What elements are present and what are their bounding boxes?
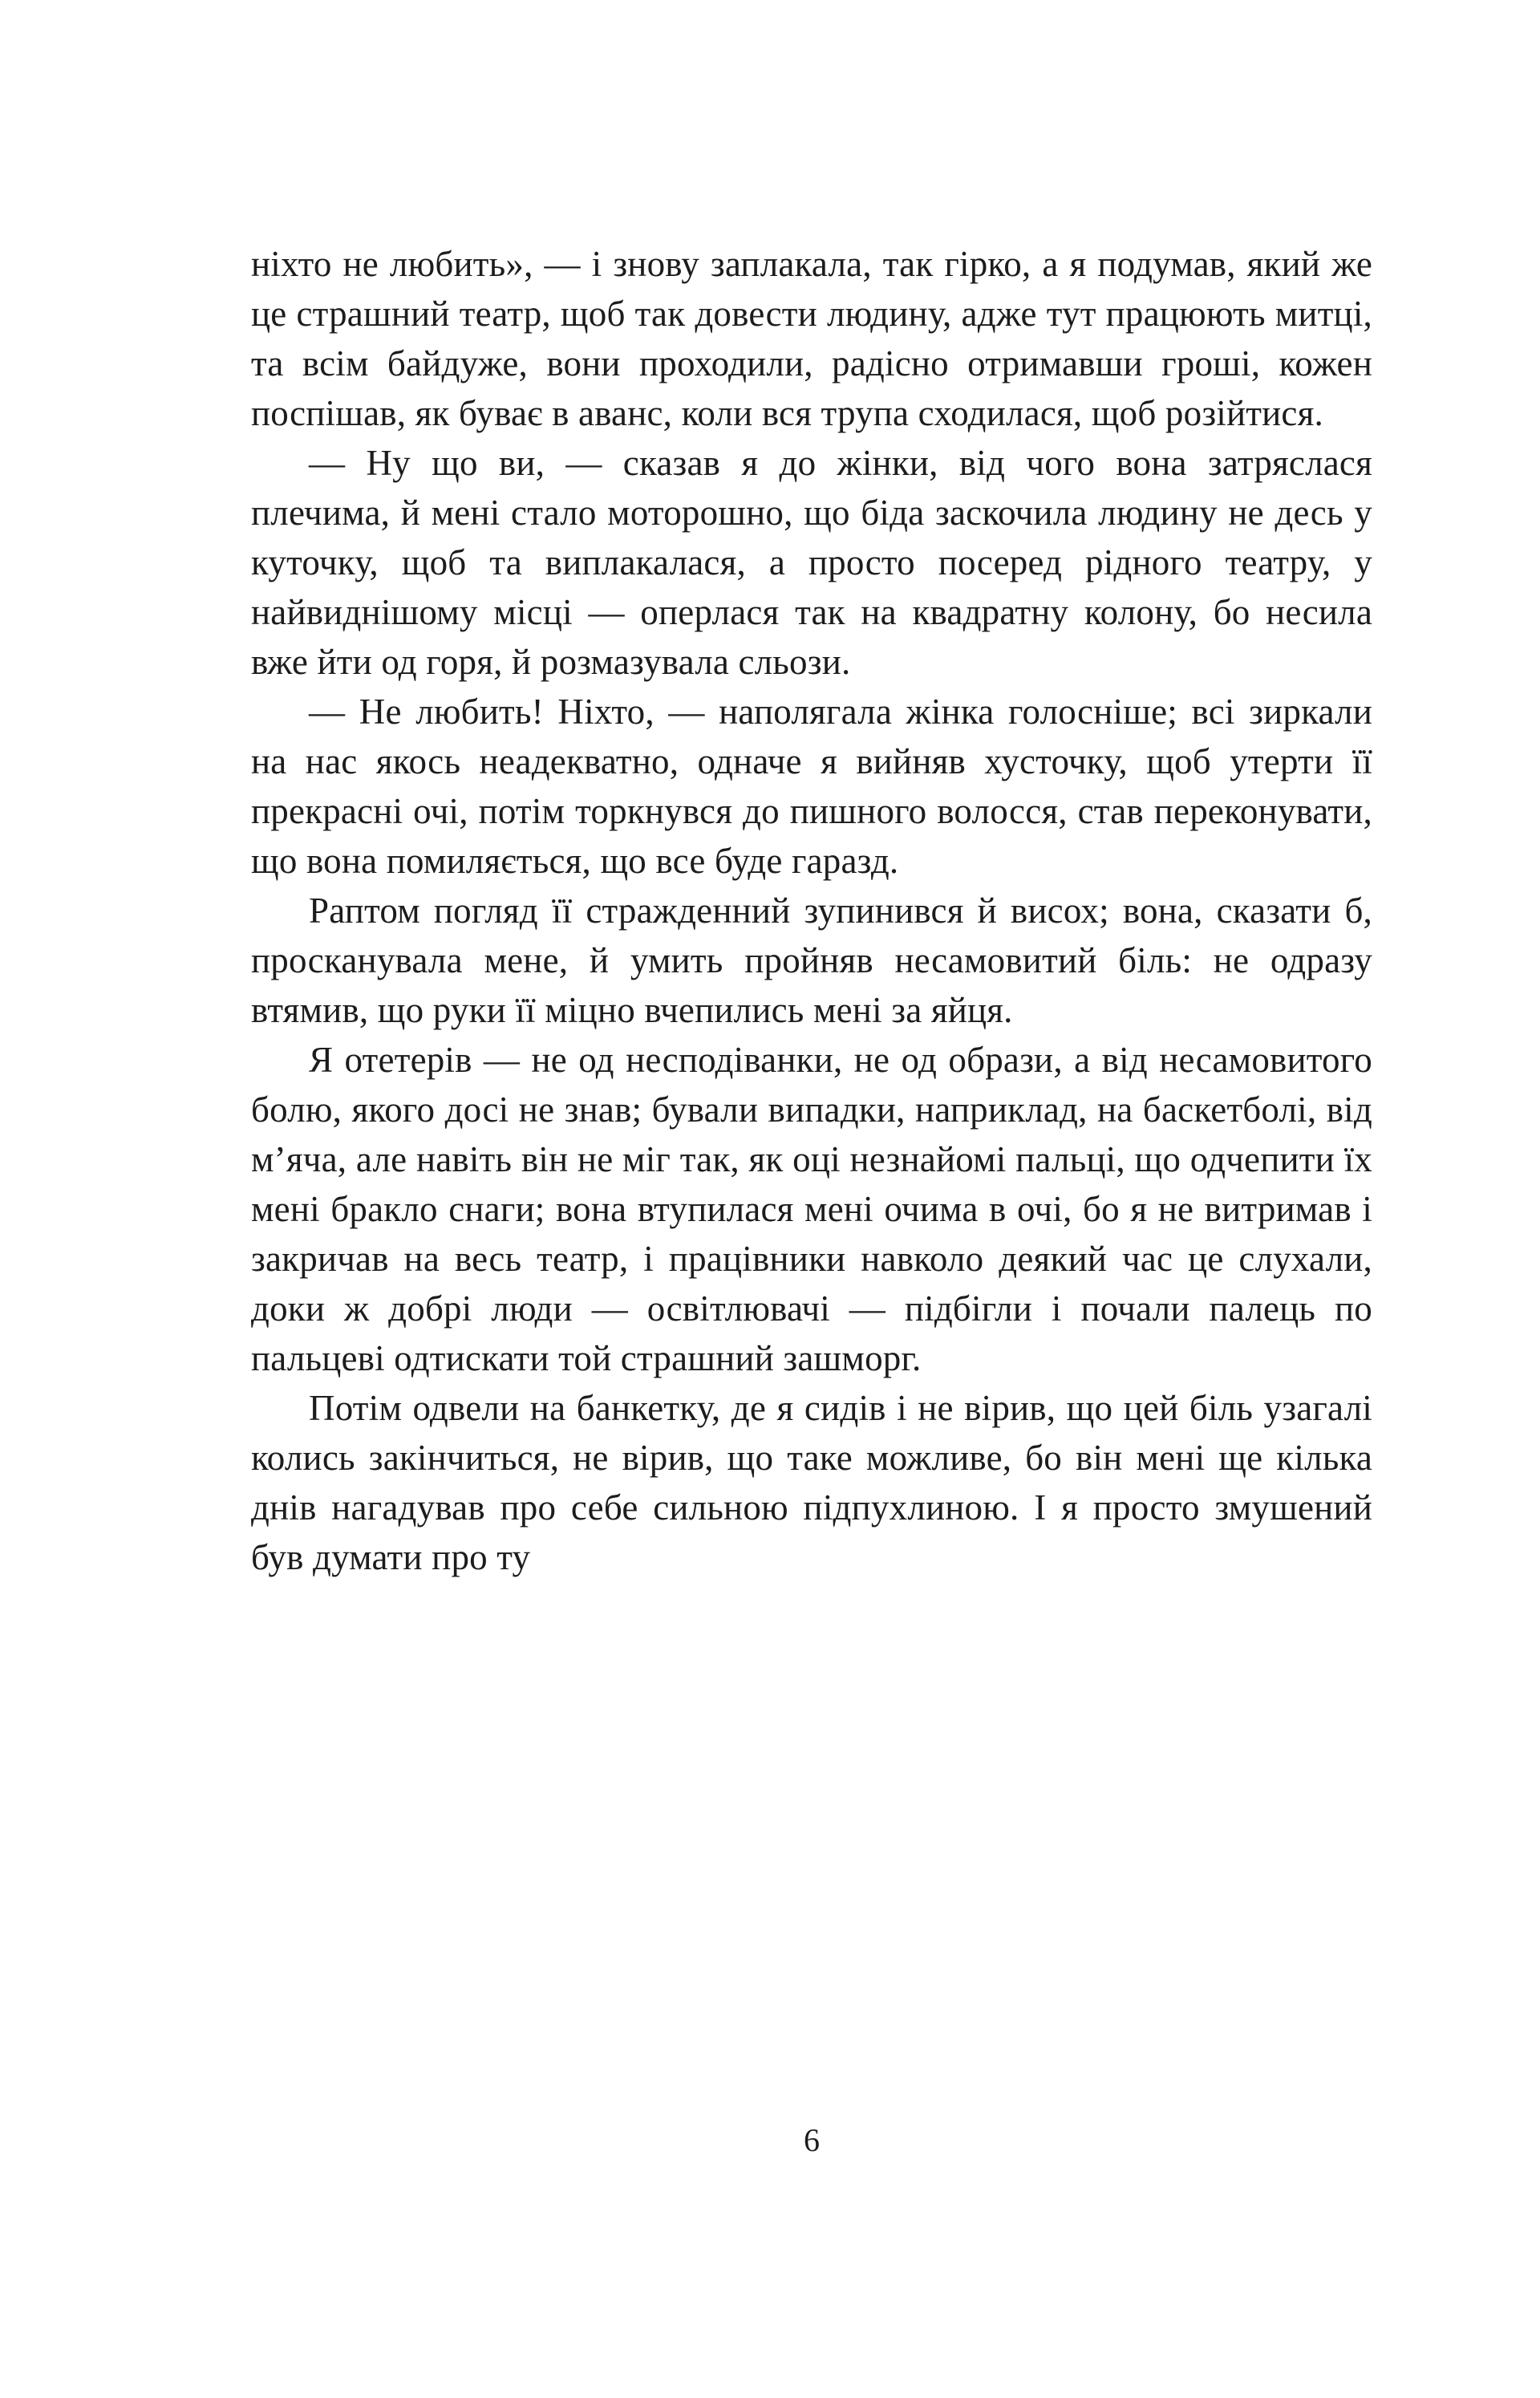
body-paragraph: Я отетерів — не од несподіванки, не од образи, а від несамовитого болю, якого досі не знав; бували випадки, наприклад, на баскетболі, від м’яча, але навіть він не міг так, як оці незнайомі пальці, що одчепити їх мені бракло снаги; вона втупилася мені очима в очі, бо я не витримав і закричав на весь театр, і працівники навколо деякий час це слухали, доки ж добрі люди — освітлювачі — підбігли і почали палець по пальцеві одтискати той страшний зашморг. — [251, 1040, 1372, 1378]
page-number: 6 — [804, 2122, 820, 2158]
body-paragraph: — Ну що ви, — сказав я до жінки, від чого вона затряслася плечима, й мені стало моторошно, що біда заскочила людину не десь у куточку, щоб та виплакалася, а просто посеред рідного театру, у найвиднішому місці — оперлася так на квадратну колону, бо несила вже йти од горя, й розмазувала сльози. — [251, 443, 1372, 682]
body-paragraph: — Не любить! Ніхто, — наполягала жінка голосніше; всі зиркали на нас якось неадекватно, одначе я вийняв хусточку, щоб утерти її прекрасні очі, потім торкнувся до пишного волосся, став переконувати, що вона помиляється, що все буде гаразд. — [251, 692, 1372, 881]
body-paragraph: Потім одвели на банкетку, де я сидів і не вірив, що цей біль узагалі колись закінчиться, не вірив, що таке можливе, бо він мені ще кілька днів нагадував про себе сильною підпухлиною. І я просто змушений був думати про ту — [251, 1388, 1372, 1577]
page-text-block — [251, 239, 1372, 1582]
body-paragraph: ніхто не любить», — і знову заплакала, так гірко, а я подумав, який же це страшний театр, щоб так довести людину, адже тут працюють митці, та всім байдуже, вони проходили, радісно отримавши гроші, кожен поспішав, як буває в аванс, коли вся трупа сходилася, щоб розійтися. — [251, 244, 1372, 433]
body-paragraph: Раптом погляд її стражденний зупинився й висох; вона, сказати б, просканувала мене, й умить пройняв несамовитий біль: не одразу втямив, що руки її міцно вчепились мені за яйця. — [251, 891, 1372, 1030]
